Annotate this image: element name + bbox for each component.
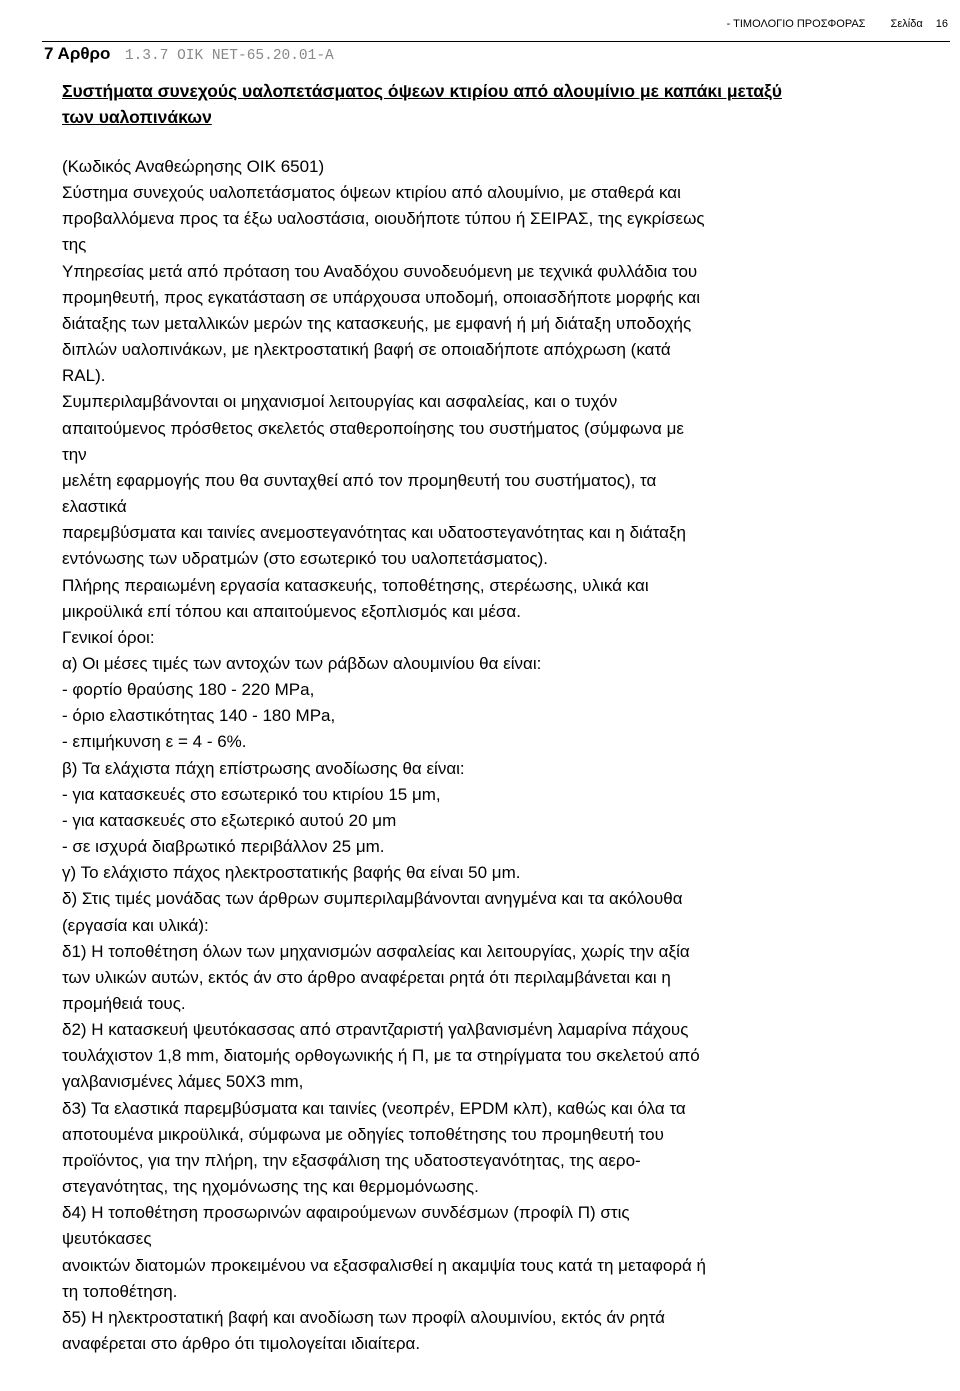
body-line: β) Τα ελάχιστα πάχη επίστρωσης ανοδίωσης θα είναι: <box>62 758 465 778</box>
body-line: εντόνωσης των υδρατμών (στο εσωτερικό του υαλοπετάσματος). <box>62 549 549 569</box>
body-line: παρεμβύσματα και ταινίες ανεμοστεγανότητας και υδατοστεγανότητας και η διάταξη <box>62 523 687 543</box>
body-line: Γενικοί όροι: <box>62 627 155 647</box>
article-body <box>62 154 942 1357</box>
page-header <box>727 18 948 30</box>
body-line: ψευτόκασες <box>62 1229 152 1249</box>
body-line: Σύστημα συνεχούς υαλοπετάσματος όψεων κτιρίου από αλουμίνιο, με σταθερά και <box>62 183 681 203</box>
body-line: - φορτίο θραύσης 180 - 220 MPa, <box>62 680 315 700</box>
body-line: Πλήρης περαιωμένη εργασία κατασκευής, τοποθέτησης, στερέωσης, υλικά και <box>62 575 649 595</box>
body-line: δ5) Η ηλεκτροστατική βαφή και ανοδίωση των προφίλ αλουμινίου, εκτός άν ρητά <box>62 1307 665 1327</box>
article-code: 1.3.7 ΟΙΚ ΝΕΤ-65.20.01-Α <box>124 48 334 64</box>
body-line: αναφέρεται στο άρθρο ότι τιμολογείται ιδιαίτερα. <box>62 1334 421 1354</box>
body-line: της <box>62 235 87 255</box>
article-label: 7 Αρθρο <box>44 44 111 63</box>
title-line: των υαλοπινάκων <box>62 107 212 127</box>
body-line: αποτουμένα μικροϋλικά, σύμφωνα με οδηγίες τοποθέτησης του προμηθευτή του <box>62 1124 664 1144</box>
body-line: γαλβανισμένες λάμες 50Χ3 mm, <box>62 1072 304 1092</box>
body-line: ελαστικά <box>62 497 127 517</box>
body-line: προβαλλόμενα προς τα έξω υαλοστάσια, οιουδήποτε τύπου ή ΣΕΙΡΑΣ, της εγκρίσεως <box>62 209 705 229</box>
body-line: την <box>62 444 87 464</box>
body-line: απαιτούμενος πρόσθετος σκελετός σταθεροποίησης του συστήματος (σύμφωνα με <box>62 418 684 438</box>
article-heading <box>44 44 334 64</box>
body-line: δ4) Η τοποθέτηση προσωρινών αφαιρούμενων συνδέσμων (προφίλ Π) στις <box>62 1203 630 1223</box>
body-line: - σε ισχυρά διαβρωτικό περιβάλλον 25 μm. <box>62 837 385 857</box>
body-line: γ) Το ελάχιστο πάχος ηλεκτροστατικής βαφής θα είναι 50 μm. <box>62 863 521 883</box>
body-line: διάταξης των μεταλλικών μερών της κατασκευής, με εμφανή ή μή διάταξη υποδοχής <box>62 313 692 333</box>
title-line: Συστήματα συνεχούς υαλοπετάσματος όψεων κτιρίου από αλουμίνιο με καπάκι μεταξύ <box>62 81 782 101</box>
body-line: προμήθειά τους. <box>62 994 186 1013</box>
body-line: - όριο ελαστικότητας 140 - 180 MPa, <box>62 706 336 726</box>
header-rule <box>42 41 950 42</box>
body-line: τη τοποθέτηση. <box>62 1281 178 1301</box>
body-line: Υπηρεσίας μετά από πρόταση του Αναδόχου συνοδευόμενη με τεχνικά φυλλάδια του <box>62 261 698 281</box>
body-line: τουλάχιστον 1,8 mm, διατομής ορθογωνικής ή Π, με τα στηρίγματα του σκελετού από <box>62 1046 700 1066</box>
page-label: Σελίδα <box>890 18 923 30</box>
page-number: 16 <box>935 18 948 30</box>
body-line: δ) Στις τιμές μονάδας των άρθρων συμπεριλαμβάνονται ανηγμένα και τα ακόλουθα <box>62 889 683 909</box>
body-line: δ3) Τα ελαστικά παρεμβύσματα και ταινίες (νεοπρέν, EPDM κλπ), καθώς και όλα τα <box>62 1098 686 1118</box>
body-line: Συμπεριλαμβάνονται οι μηχανισμοί λειτουργίας και ασφαλείας, και ο τυχόν <box>62 392 618 412</box>
body-line: μελέτη εφαρμογής που θα συνταχθεί από τον προμηθευτή του συστήματος), τα <box>62 470 657 490</box>
body-line: δ1) Η τοποθέτηση όλων των μηχανισμών ασφαλείας και λειτουργίας, χωρίς την αξία <box>62 941 690 961</box>
body-line: διπλών υαλοπινάκων, με ηλεκτροστατική βαφή σε οποιαδήποτε απόχρωση (κατά <box>62 340 671 360</box>
body-line: δ2) Η κατασκευή ψευτόκασσας από στραντζαριστή γαλβανισμένη λαμαρίνα πάχους <box>62 1020 689 1040</box>
body-line: ανοικτών διατομών προκειμένου να εξασφαλισθεί η ακαμψία τους κατά τη μεταφορά ή <box>62 1255 707 1275</box>
body-line: (Κωδικός Αναθεώρησης ΟΙΚ 6501) <box>62 157 325 176</box>
body-line: προϊόντος, για την πλήρη, την εξασφάλιση της υδατοστεγανότητας, της αερο- <box>62 1150 641 1170</box>
body-line: - για κατασκευές στο εξωτερικό αυτού 20 μm <box>62 810 397 830</box>
body-line: - για κατασκευές στο εσωτερικό του κτιρίου 15 μm, <box>62 784 441 804</box>
body-line: προμηθευτή, προς εγκατάσταση σε υπάρχουσα υποδομή, οποιασδήποτε μορφής και <box>62 287 701 307</box>
document-label: - ΤΙΜΟΛΟΓΙΟ ΠΡΟΣΦΟΡΑΣ <box>726 18 866 30</box>
body-line: RAL). <box>62 366 106 386</box>
body-line: στεγανότητας, της ηχομόνωσης της και θερμομόνωσης. <box>62 1177 479 1197</box>
body-line: μικροϋλικά επί τόπου και απαιτούμενος εξοπλισμός και μέσα. <box>62 601 521 621</box>
article-title <box>62 78 942 130</box>
body-line: (εργασία και υλικά): <box>62 915 209 935</box>
body-line: των υλικών αυτών, εκτός άν στο άρθρο αναφέρεται ρητά ότι περιλαμβάνεται και η <box>62 967 671 987</box>
body-line: α) Οι μέσες τιμές των αντοχών των ράβδων αλουμινίου θα είναι: <box>62 653 542 673</box>
body-line: - επιμήκυνση ε = 4 - 6%. <box>62 732 247 752</box>
